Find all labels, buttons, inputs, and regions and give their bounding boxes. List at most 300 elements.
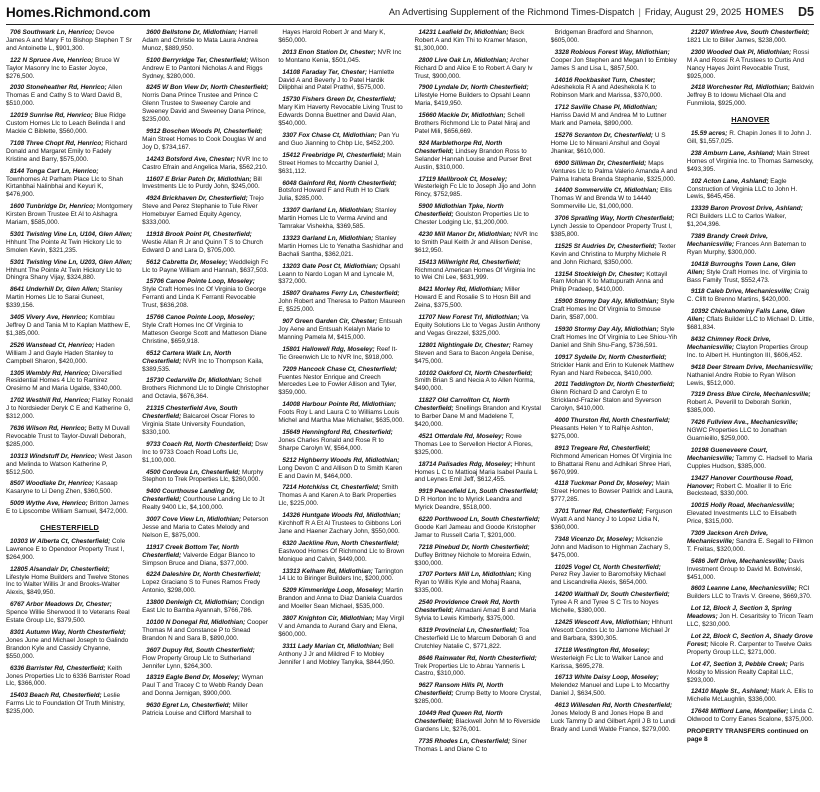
- listing-columns: [6, 29, 814, 792]
- transfer-details: Blue Ridge Custom Homes Llc to Leach Belinda I and Mackie C Biblette, $560,000.: [6, 112, 126, 135]
- property-address: Lot 12, Block J, Section 3, Spring Meadows;: [686, 605, 792, 621]
- transfer-entry: [6, 397, 133, 421]
- transfer-details: Jones Charles Ronald and Rose R to Sharpe Carolyn W, $564,000.: [278, 436, 384, 452]
- transfer-details: Bridgeman Bradford and Shannon, $605,000.: [550, 29, 654, 44]
- transfer-details: Kasaap Kasaryne to Li Deng Zhen, $360,500.: [6, 480, 118, 496]
- transfer-entry: [551, 215, 678, 239]
- transfer-entry: [551, 354, 678, 378]
- transfer-details: Cooper Thomas M and Constance P to Snead Brandon N and Sara B, $890,000.: [142, 619, 268, 642]
- transfer-details: Mckenzie John and Madison to Highman Zachary S, $475,000.: [550, 535, 671, 559]
- transfer-entry: [414, 544, 541, 568]
- transfer-details: Balcarcel Oscar Flores to Virginia State University Foundation, $330,100.: [142, 413, 255, 436]
- property-address: 924 Marblethorpe Rd, North Chesterfield;: [414, 139, 503, 155]
- transfer-details: May Virgil V and Amanda to Aurand Gary and Elena, $600,000.: [278, 615, 405, 638]
- transfer-entry: [142, 278, 269, 310]
- transfer-entry: [142, 29, 269, 53]
- transfer-details: Adeshekola R A and Adeshekola K to Robinson Mark and Marissa, $370,000.: [550, 84, 663, 100]
- property-address: 11917 Creek Bottom Ter, North Chesterfield;: [142, 543, 239, 559]
- property-address: 2011 Teddington Dr, North Chesterfield;: [554, 381, 675, 389]
- property-address: 7389 Brandy Creek Drive, Mechanicsville;: [686, 233, 768, 248]
- property-address: 1600 Tunbridge Dr, Henrico;: [10, 203, 96, 211]
- property-address: 7735 Rhodes Ln, Chesterfield;: [418, 737, 511, 745]
- property-address: 8603 Leanne Lane, Mechanicsville;: [690, 585, 797, 593]
- property-address: 15403 Beach Rd, Chesterfield;: [10, 692, 102, 700]
- transfer-details: Cole Lawrence E to Opendoor Property Trust I, $264,900.: [6, 537, 126, 561]
- property-address: 8507 Woodlake Dr, Henrico;: [10, 480, 95, 488]
- property-address: 9919 Peacefield Ln, South Chesterfield;: [418, 488, 539, 496]
- transfer-details: Richard Donald and Margaret Emily to Fadely Kristine and Barry, $575,000.: [6, 139, 128, 163]
- transfer-details: Ramey Steven and Sara to Bacon Angela Denise, $475,000.: [414, 341, 534, 365]
- transfer-entry: [6, 259, 133, 283]
- transfer-entry: [551, 480, 678, 504]
- transfer-details: Mark A. Ellis to Michelle McLaughlin, $336,000.: [686, 688, 814, 704]
- property-address: 4613 Willesden Rd, North Chesterfield;: [554, 702, 673, 710]
- transfer-details: Linda C. Oldwood to Corry Eanes Scalone, $375,000.: [686, 708, 814, 724]
- transfer-details: Wilson Andrew E to Pantoni Nicholas A and Riggs Sydney, $280,000.: [142, 56, 270, 80]
- transfer-entry: [687, 336, 814, 360]
- transfer-details: Leslie Farms Llc to Foundation Of Truth Ministry, $235,000.: [6, 692, 125, 716]
- property-address: 10100 N Donegal Rd, Midlothian;: [146, 619, 246, 626]
- transfer-entry: [414, 176, 541, 200]
- transfer-details: Va Equity Solutions Llc to Vegas Justin Anthony and Vegas Grezzel, $325,000.: [414, 314, 541, 337]
- transfer-entry: [6, 84, 133, 108]
- transfer-entry: [6, 29, 133, 53]
- property-address: 6336 Barrister Rd, Chesterfield;: [10, 664, 106, 672]
- transfer-entry: [687, 633, 814, 657]
- transfer-entry: [278, 366, 405, 398]
- transfer-entry: [414, 516, 541, 540]
- transfer-details: Schell Brothers Richmond Llc to Patel Niraj and Patel Mili, $656,669.: [414, 112, 530, 135]
- property-address: 1712 Saville Chase Pl, Midlothian;: [554, 104, 658, 112]
- transfer-details: Clayton Properties Group Inc. to Albert H. Huntington III, $606,452.: [686, 343, 808, 359]
- property-address: 6900 Silliman Dr, Chesterfield;: [554, 159, 647, 167]
- transfer-details: Hayes Harold Robert Jr and Mary K, $650,000.: [278, 29, 386, 44]
- section-heading: CHESTERFIELD: [40, 523, 100, 533]
- property-address: 9418 Deer Stream Drive, Mechanicsville;: [690, 363, 814, 371]
- transfer-details: Blackwell John M to Riverside Gardens Llc, $276,001.: [414, 717, 541, 733]
- property-address: 9400 Courthouse Landing Dr, Chesterfield;: [142, 488, 235, 504]
- transfer-details: Jones Melody B and Jones Hope B and Luck Tammy D and Gilbert April J B to Lundi Brady and Lundi Walde France, $279,000.: [550, 710, 676, 733]
- transfer-entry: [278, 263, 405, 287]
- property-address: 2418 Worchester Rd, Midlothian;: [690, 84, 790, 92]
- property-address: 6224 Daleshire Dr, North Chesterfield;: [146, 571, 261, 579]
- transfer-details: Diversified Residential Homes 4 Llc to Ramirez Oresirno M and Maria Ugalde, $340,000.: [6, 369, 122, 393]
- transfer-details: D R Horton Inc to Myrick Leandra and Myrick Deandre, $518,000.: [414, 496, 522, 512]
- property-address: 15412 Freebridge Pl, Chesterfield;: [282, 151, 386, 159]
- transfer-details: Strickler Hank and Erin to Kulenek Matthew Ryan and Nard Rebecca, $410,000.: [550, 361, 674, 377]
- transfer-entry: [142, 647, 269, 671]
- transfer-details: Harriss David M and Andrea M to Luttner Mark and Pamela, $890,000.: [550, 112, 667, 128]
- property-address: 12801 Nightingale Dr, Chester;: [418, 341, 511, 349]
- transfer-details: Siner Thomas L and Diane C to: [414, 737, 527, 753]
- transfer-entry: [687, 661, 814, 685]
- transfer-entry: [414, 627, 541, 651]
- property-address: 14200 Walthall Dr, South Chesterfield;: [554, 591, 670, 599]
- property-address: 11025 Vogel Ct, North Chesterfield;: [554, 563, 661, 571]
- property-address: 10418 Burroughs Town Lane, Glen Allen;: [686, 260, 796, 276]
- transfer-details: Nicole R. Carpenter to Twelve Oaks Property Group LLC, $271,000.: [686, 640, 812, 656]
- property-address: 6512 Cartera Walk Ln, North Chesterfield;: [142, 349, 232, 365]
- transfer-entry: [278, 615, 405, 639]
- transfer-details: Murphy Stephon to Trek Properties Llc, $260,000.: [142, 468, 264, 484]
- transfer-entry: [551, 445, 678, 477]
- transfer-entry: [278, 69, 405, 93]
- property-address: 13154 Stockleigh Dr, Chester;: [554, 270, 645, 278]
- transfer-entry: [551, 160, 678, 184]
- transfer-entry: [6, 665, 133, 689]
- property-address: 15807 Grahams Ferry Ln, Chesterfield;: [282, 290, 400, 298]
- transfer-details: Cooper Jon Stephen and Megan I to Embley James S and Lisa L, $857,500.: [550, 56, 677, 72]
- header-info: [389, 5, 814, 19]
- transfer-entry: [142, 702, 269, 718]
- property-address: 16713 White Daisy Loop, Moseley;: [554, 674, 659, 682]
- transfer-entry: [6, 500, 133, 516]
- transfer-entry: [414, 433, 541, 457]
- site-name[interactable]: Homes.Richmond.com: [6, 4, 151, 20]
- property-address: 8301 Autumn Way, North Chesterfield;: [10, 629, 126, 636]
- transfer-details: Miller Howard E and Rosalie S to Hosn Bill and Zeina, $375,500.: [414, 286, 531, 310]
- property-address: 8245 W Bon View Dr, North Chesterfield;: [146, 84, 269, 92]
- transfer-entry: [278, 512, 405, 536]
- transfer-entry: [687, 558, 814, 582]
- transfer-details: Betty M Duvall Revocable Trust to Taylor-Duvall Deborah, $285,000.: [6, 424, 130, 448]
- transfer-details: Flatley Ronald J to Nordsieder Deryk C E and Katherine G, $312,000.: [6, 397, 133, 421]
- property-address: 5900 Midlothian Tpke, North Chesterfield;: [414, 203, 504, 219]
- property-address: 21207 Winfree Ave, South Chesterfield;: [690, 29, 810, 36]
- transfer-details: Westerleigh Fc Llc to Joseph Jijo and John Rincy, $752,985.: [414, 183, 536, 199]
- transfer-details: Keith Jones Properties Llc to 6336 Barrister Road Llc, $366,000.: [6, 664, 130, 688]
- transfer-details: Pleasants Helen Y to Ralhje Ashton, $275,000.: [550, 424, 654, 440]
- transfer-details: Harrell Adam and Christie to Mata Laura Andrea Munoz, $889,950.: [142, 29, 258, 52]
- transfer-details: Foots Roy L and Laura C to Williams Louis Michel and Martha Mae Michaller, $635,000.: [278, 409, 405, 425]
- transfer-details: Style Craft Homes Inc. of Virginia to Bass Family Trust, $552,473.: [686, 268, 808, 284]
- property-address: 7900 Lyndale Dr, North Chesterfield;: [418, 84, 529, 92]
- transfer-entry: [6, 203, 133, 227]
- issue-date: Friday, August 29, 2025: [644, 7, 742, 17]
- transfer-entry: [6, 480, 133, 496]
- property-address: 7108 Three Chopt Rd, Henrico;: [10, 139, 104, 147]
- transfer-entry: [687, 364, 814, 388]
- property-address: 15900 Stormy Day Aly, Midlothian;: [554, 298, 659, 306]
- transfer-entry: [414, 397, 541, 429]
- column-4: [414, 29, 541, 792]
- transfer-details: Dsw Inc to 9733 Coach Road Lofts Llc, $1,100,000.: [142, 440, 268, 464]
- transfer-details: Tarrington 14 Llc to Biringer Builders Inc, $200,000.: [278, 567, 403, 583]
- transfer-entry: [278, 235, 405, 259]
- transfer-entry: [142, 195, 269, 227]
- property-address: 7214 Hotchkiss Ct, Chesterfield;: [282, 484, 380, 492]
- property-address: 5009 Wythe Ave, Henrico;: [10, 500, 88, 508]
- property-address: 5212 Highberry Woods Rd, Midlothian;: [282, 456, 400, 464]
- transfer-entry: [6, 342, 133, 366]
- transfer-entry: [687, 178, 814, 202]
- transfer-entry: [687, 205, 814, 229]
- transfer-details: Davis Investment Group to David M. Botwinski, $451,000.: [686, 557, 805, 581]
- transfer-details: Haden William J and Gayle Haden Stanley to Campbell Sharon, $420,000.: [6, 341, 115, 365]
- transfer-details: Bell Anthony J Jr and Mildred F to Mobley Jennifer I and Mobley Tanyika, $844,950.: [278, 642, 395, 666]
- property-address: 15766 Canoe Pointe Loop, Moseley;: [146, 314, 255, 322]
- transfer-entry: [414, 203, 541, 227]
- transfer-entry: [6, 566, 133, 598]
- property-address: 10449 Red Queen Rd, North Chesterfield;: [414, 710, 503, 725]
- transfer-details: Martin Brandon and Anna to Diaz Daniela Cuardos and Moeller Sean Michael, $535,000.: [278, 587, 404, 611]
- property-address: 4000 Thurston Rd, North Chesterfield;: [554, 417, 671, 425]
- transfer-details: Robert C. Moaller II to Eric Beckstead, $330,000.: [686, 482, 792, 498]
- transfer-entry: [551, 187, 678, 211]
- transfer-details: Style Craft Homes Inc Of Virginia to Smouse Darin, $587,000.: [550, 298, 675, 322]
- column-3: [278, 29, 405, 792]
- transfer-entry: [687, 391, 814, 415]
- transfer-entry: [414, 571, 541, 595]
- transfer-entry: [687, 585, 814, 601]
- transfer-details: Entsuah Joy Aene and Entsuah Kelalyn Marie to Manning Pamela M, $415,000.: [278, 318, 403, 341]
- transfer-details: Trejo Steve and Perez Stephanie to Tule River Homebuyer Earned Equity Agency, $333,000.: [142, 195, 264, 227]
- property-address: 122 N Spruce Ave, Henrico;: [10, 56, 94, 64]
- transfer-details: Townhomes At Parham Place Llc to Shah Kirtanbhai Nalinbhai and Keyuri K, $476,900.: [6, 175, 124, 199]
- transfer-details: Tammy C. Hadsell to Maria Cupples Hudson, $385,000.: [686, 454, 813, 470]
- transfer-entry: [278, 540, 405, 564]
- transfer-details: NVR Inc to Castro Efrain and Angelica Maria, $562,210.: [142, 155, 268, 171]
- property-address: 7309 Jackson Arch Drive, Mechanicsville;: [686, 530, 769, 545]
- transfer-entry: [6, 314, 133, 338]
- property-address: 15801 Hallowell Rdg, Moseley;: [282, 345, 375, 353]
- transfer-details: Valverde Edgar Blanco to Simpson Bruce and Diana, $377,000.: [142, 551, 255, 567]
- transfer-entry: [142, 156, 269, 172]
- property-address: 15.59 acres;: [690, 130, 728, 138]
- transfer-details: Lopez Graciano S to Funes Ramos Fredy Antonio, $298,000.: [142, 579, 261, 595]
- transfer-entry: [687, 688, 814, 704]
- transfer-details: Main Street Homes to Bowser Patrick and Laura, $777,285.: [550, 480, 674, 504]
- property-address: 3706 Spratling Way, North Chesterfield;: [554, 215, 675, 223]
- transfer-details: West Jason and Melinda to Watson Katherine P, $512,500.: [6, 452, 132, 476]
- transfer-entry: [414, 655, 541, 679]
- property-address: 6048 Gainford Rd, North Chesterfield;: [282, 179, 397, 187]
- transfer-entry: [551, 417, 678, 441]
- transfer-entry: [142, 350, 269, 374]
- property-address: 12425 Wescott Ave, Midlothian;: [554, 619, 650, 626]
- transfer-entry: [278, 484, 405, 508]
- property-address: 17119 Mellbrook Ct, Moseley;: [418, 175, 508, 183]
- transfer-entry: [414, 29, 541, 53]
- transfer-details: 1821 Llc to Biller James, $238,000.: [686, 36, 787, 44]
- transfer-entry: [414, 370, 541, 394]
- transfer-details: Texter Kevin and Christina to Murphy Michele R and John Richard, $350,000.: [550, 242, 676, 266]
- transfer-details: Maps Ventures Llc to Palma Valerio Amanda A and Palma Iraheta Brenda Stephanie, $325,000.: [550, 159, 678, 183]
- property-address: 15276 Scranton Dr, Chesterfield;: [554, 131, 654, 139]
- transfer-details: Ferguson Wyatt A and Nancy J to Lopez Lidia N, $360,000.: [550, 508, 673, 531]
- transfer-details: Ellis Thomas W and Brenda W to 14440 Sommerville Llc, $1,000,000.: [550, 187, 672, 211]
- property-address: 1305 Wembly Rd, Henrico;: [10, 369, 91, 377]
- transfer-details: Kirchhoff R A Et Al Trustees to Gibbons Lori Jane and Haener Zachary John, $550,000.: [278, 520, 402, 535]
- transfer-entry: [278, 401, 405, 425]
- property-address: 13800 Denleigh Ct, Midlothian;: [146, 599, 239, 607]
- transfer-entry: [551, 132, 678, 156]
- transfer-entry: [551, 29, 678, 45]
- property-address: 15706 Canoe Pointe Loop, Moseley;: [146, 278, 255, 286]
- transfer-details: Westerleigh Fc Llc to Walker Lance and Karissa, $695,278.: [550, 654, 664, 670]
- transfer-entry: [551, 49, 678, 73]
- transfer-entry: [687, 605, 814, 629]
- transfer-details: Smith Thomas A and Karen A to Bark Properties Llc, $225,000.: [278, 484, 399, 508]
- property-address: 7319 Dress Blue Circle, Mechanicsville;: [690, 391, 811, 399]
- transfer-entry: [142, 469, 269, 485]
- property-address: 5209 Kimmeridge Loop, Moseley;: [282, 587, 384, 595]
- transfer-entry: [278, 49, 405, 65]
- transfer-details: Main Street Homes of Virginia Inc. to Thomas Samescky, $493,395.: [686, 149, 814, 173]
- transfer-details: Snellings Brandon and Krystal to Barber Dane M and Madelene T, $420,000.: [414, 405, 541, 428]
- property-address: 6319 Provincial Ln, Chesterfield;: [418, 626, 518, 634]
- transfer-details: Toa Chesterfield Llc to Marcum Deborah G and Crutchley Natalie C, $771,822.: [414, 626, 536, 650]
- transfer-details: Wyman Paul T and Tracey C to Webb Randy Dean and Donna Jernigan, $900,000.: [142, 674, 264, 698]
- transfer-details: Eagle Construction of Virginia LLC to John H. Lewis, $645,456.: [686, 177, 798, 201]
- transfer-details: Robert A. Peverill to Deborah Sorkin, $385,000.: [686, 399, 792, 415]
- property-address: 238 Amburn Lane, Ashland;: [690, 149, 775, 157]
- transfer-entry: [6, 140, 133, 164]
- property-address: 1707 Porters Mill Ln, Midlothian;: [418, 571, 517, 579]
- property-address: 11525 St Audries Dr, Chesterfield;: [554, 242, 657, 250]
- transfer-entry: [278, 180, 405, 204]
- supplement-label: An Advertising Supplement of the Richmond Times-Dispatch: [388, 7, 635, 17]
- transfer-details: Hhhunt Homes L C to Mattioaj Maria Isabel Paula L and Leynes Emil Jeff, $612,455.: [414, 460, 538, 484]
- transfer-details: Stanley Martin Homes Llc to Yenatha Sashidhar and Bachali Santha, $362,021.: [278, 234, 404, 258]
- transfer-details: Tyree A R and Tyree S C Trs to Noyes Michelle, $380,000.: [550, 599, 659, 615]
- property-address: 1702 Westhill Rd, Henrico;: [10, 397, 91, 405]
- transfer-details: Peterson Jesse and Maria to Cates Melody and Nelson E, $875,000.: [142, 516, 269, 539]
- transfer-entry: [551, 508, 678, 532]
- transfer-entry: [278, 132, 405, 148]
- transfer-entry: [414, 314, 541, 338]
- transfer-entry: [551, 674, 678, 698]
- property-address: 3328 Robious Forest Way, Midlothian;: [554, 48, 670, 56]
- transfer-entry: [6, 57, 133, 81]
- property-address: 14231 Leafield Dr, Midlothian;: [418, 29, 509, 36]
- transfer-details: Fuentes Nestor Enrique and Creech Mercedes Lee to Fowler Allison and Tyler, $359,000.: [278, 373, 397, 397]
- transfer-details: Hamlette David A and Beverly J to Patel Hardik Dilipbhai and Patel Prathvi, $575,000.: [278, 68, 395, 92]
- property-address: 6220 Porthwood Ln, South Chesterfield;: [418, 516, 540, 524]
- transfer-details: Elevated Investments LLC to Elisabeth Price, $315,000.: [686, 510, 797, 526]
- transfer-details: Nathaniel Andre Robie to Ryan Wilson Lewis, $512,000.: [686, 371, 796, 387]
- transfer-details: Beck Robert A and Kim Thi to Kramer Mason, $1,300,000.: [414, 29, 528, 52]
- transfer-details: Spence Willie Sherwood II to Veterans Real Estate Group Llc, $379,500.: [6, 609, 130, 625]
- property-address: 7426 Fullview Ave., Mechanicsville;: [690, 419, 798, 427]
- transfer-entry: [414, 140, 541, 172]
- transfer-entry: [414, 682, 541, 706]
- column-2: [142, 29, 269, 792]
- transfer-entry: [142, 405, 269, 437]
- property-address: 9630 Egret Ln, Chesterfield;: [146, 702, 231, 710]
- transfer-entry: [142, 57, 269, 81]
- transfer-entry: [414, 112, 541, 136]
- property-address: 15660 Mackie Dr, Midlothian;: [418, 112, 506, 120]
- transfer-entry: [687, 84, 814, 108]
- transfer-details: Glenn Richard D and Carolyn E to Strickland-Frazier Stalon and Syverson Carolyn, $410,000.: [550, 389, 662, 413]
- property-address: 4230 Mill Manor Dr, Midlothian;: [418, 230, 513, 238]
- transfer-entry: [142, 599, 269, 615]
- transfer-entry: [551, 104, 678, 128]
- transfer-details: King Ryan to Willis Kyle and Mohaj Raana, $335,000.: [414, 571, 532, 595]
- property-address: 14008 Harbour Pointe Rd, Midlothian;: [282, 401, 396, 409]
- transfer-details: Komblau Jeffrey D and Tania M to Kaplan Matthew E, $1,385,000.: [6, 314, 131, 337]
- transfer-entry: [278, 152, 405, 176]
- property-address: 706 Southwark Ln, Henrico;: [10, 29, 95, 36]
- property-address: 10198 Gueneveere Court, Mechanicsville;: [686, 446, 768, 462]
- page-header: [6, 0, 814, 25]
- property-address: 3607 Dupuy Rd, South Chesterfield;: [146, 646, 255, 654]
- column-5: [551, 29, 678, 792]
- property-address: 8641 Underhill Dr, Glen Allen;: [10, 286, 100, 294]
- transfer-details: Cflats Builder LLC to Michael D. Little, $681,834.: [686, 316, 814, 332]
- transfer-details: Goulston Properties Llc to Chester Lodging Llc, $1,200,000.: [414, 211, 529, 227]
- transfer-details: Devoe James A and Mary F to Bishop Stephen T Sr and Antoinette L, $901,300.: [6, 29, 132, 52]
- transfer-details: Hhhunt The Pointe At Twin Hickory Llc to Dhingra Shany Vijay, $324,880.: [6, 266, 122, 282]
- transfer-entry: [687, 49, 814, 81]
- transfer-entry: [551, 564, 678, 588]
- property-address: 10102 Oakford Ct, North Chesterfield;: [418, 369, 533, 377]
- property-address: 6767 Arbor Meadows Dr, Chester;: [10, 601, 112, 609]
- column-1: [6, 29, 133, 792]
- property-address: 13323 Garland Ln, Midlothian;: [282, 234, 374, 242]
- transfer-entry: [687, 475, 814, 499]
- transfer-details: Crump Betty to Moore Crystal, $285,000.: [414, 690, 542, 706]
- transfer-details: Duffey Brittney Nichole to Moreira Edwin, $300,000.: [414, 551, 531, 567]
- property-address: 5612 Cabretta Dr, Moseley;: [146, 258, 228, 266]
- transfer-details: Sandra E. Segall to Fillmon T. Freitas, $320,000.: [686, 537, 814, 553]
- property-address: 10392 Chickahominy Falls Lane, Glen Allen;: [686, 308, 805, 324]
- transfer-entry: [278, 290, 405, 314]
- transfer-entry: [551, 702, 678, 734]
- transfer-entry: [687, 419, 814, 443]
- transfer-entry: [142, 259, 269, 275]
- transfer-details: NVR Inc to Thompson Kaila, $389,535.: [142, 357, 264, 373]
- property-address: 10015 Holly Road, Mechanicsville;: [690, 502, 795, 510]
- transfer-entry: [142, 441, 269, 465]
- property-address: 5301 Twisting Vine Ln, U104, Glen Allen;: [10, 230, 133, 238]
- transfer-details: Main Street Homes to Mccarthy Daniel J, $631,112.: [278, 151, 401, 175]
- transfer-details: U S Home Llc to Nirwani Anshul and Goyal Jhankar, $610,000.: [550, 131, 666, 155]
- property-address: 5486 Jeff Drive, Mechanicsville;: [690, 557, 787, 565]
- property-address: 3405 Vivery Ave, Henrico;: [10, 314, 88, 322]
- transfer-details: Melendez Manuel and Lupe L to Mccarthy Daniel J, $634,500.: [550, 682, 670, 698]
- property-address: 11918 Brook Point Pl, Chesterfield;: [146, 230, 252, 238]
- property-address: 3307 Fox Chase Ct, Midlothian;: [282, 131, 377, 139]
- transfer-details: Reef It-Tic Greenwich Llc to NVR Inc, $918,000.: [278, 345, 398, 361]
- property-address: 7636 Wilson Rd, Henrico;: [10, 424, 87, 432]
- transfer-entry: [6, 629, 133, 661]
- property-address: 6320 Jackline Run, North Chesterfield;: [282, 539, 400, 547]
- property-address: 10303 W Alberta Ct, Chesterfield;: [10, 537, 111, 545]
- transfer-entry: [414, 342, 541, 366]
- property-address: 14016 Rockbasket Turn, Chester;: [554, 76, 656, 84]
- transfer-details: Style Craft Homes Inc Of Virginia to Matteson George Scott and Matteson Diane Christine, $659,918.: [142, 322, 267, 345]
- transfer-entry: [414, 84, 541, 108]
- transfer-details: Hhhunt Wescott Condos Llc to Jamone Michael Jr and Barbara, $390,305.: [550, 619, 673, 642]
- transfer-details: Weddleigh Fc Llc to Payne William and Hannah, $637,503.: [142, 258, 269, 274]
- property-address: 9118 Caleb Drive, Mechanicsville;: [690, 288, 793, 296]
- transfer-entry: [6, 112, 133, 136]
- property-address: 2013 Enon Station Dr, Chester;: [282, 48, 376, 56]
- property-address: 9912 Boschen Woods Pl, Chesterfield;: [146, 127, 263, 135]
- transfer-entry: [687, 150, 814, 174]
- transfer-details: Trek Properties Llc to Abrau Yanneris L Castro, $310,000.: [414, 662, 525, 678]
- transfer-entry: [278, 568, 405, 584]
- property-address: 15730 Fishers Green Dr, Chesterfield;: [282, 96, 396, 104]
- transfer-details: Pan Yu and Guo Jianning to Chbp Llc, $452,200.: [278, 131, 400, 147]
- property-address: 7348 Vicenzo Dr, Moseley;: [554, 535, 634, 543]
- property-address: 4521 Otterdale Rd, Moseley;: [418, 432, 504, 440]
- transfer-details: Condign East Llc to Bamba Ayannah, $766,786.: [142, 599, 265, 615]
- property-address: 9627 Ransom Hills Pl, North Chesterfield;: [414, 682, 504, 698]
- transfer-entry: [551, 271, 678, 295]
